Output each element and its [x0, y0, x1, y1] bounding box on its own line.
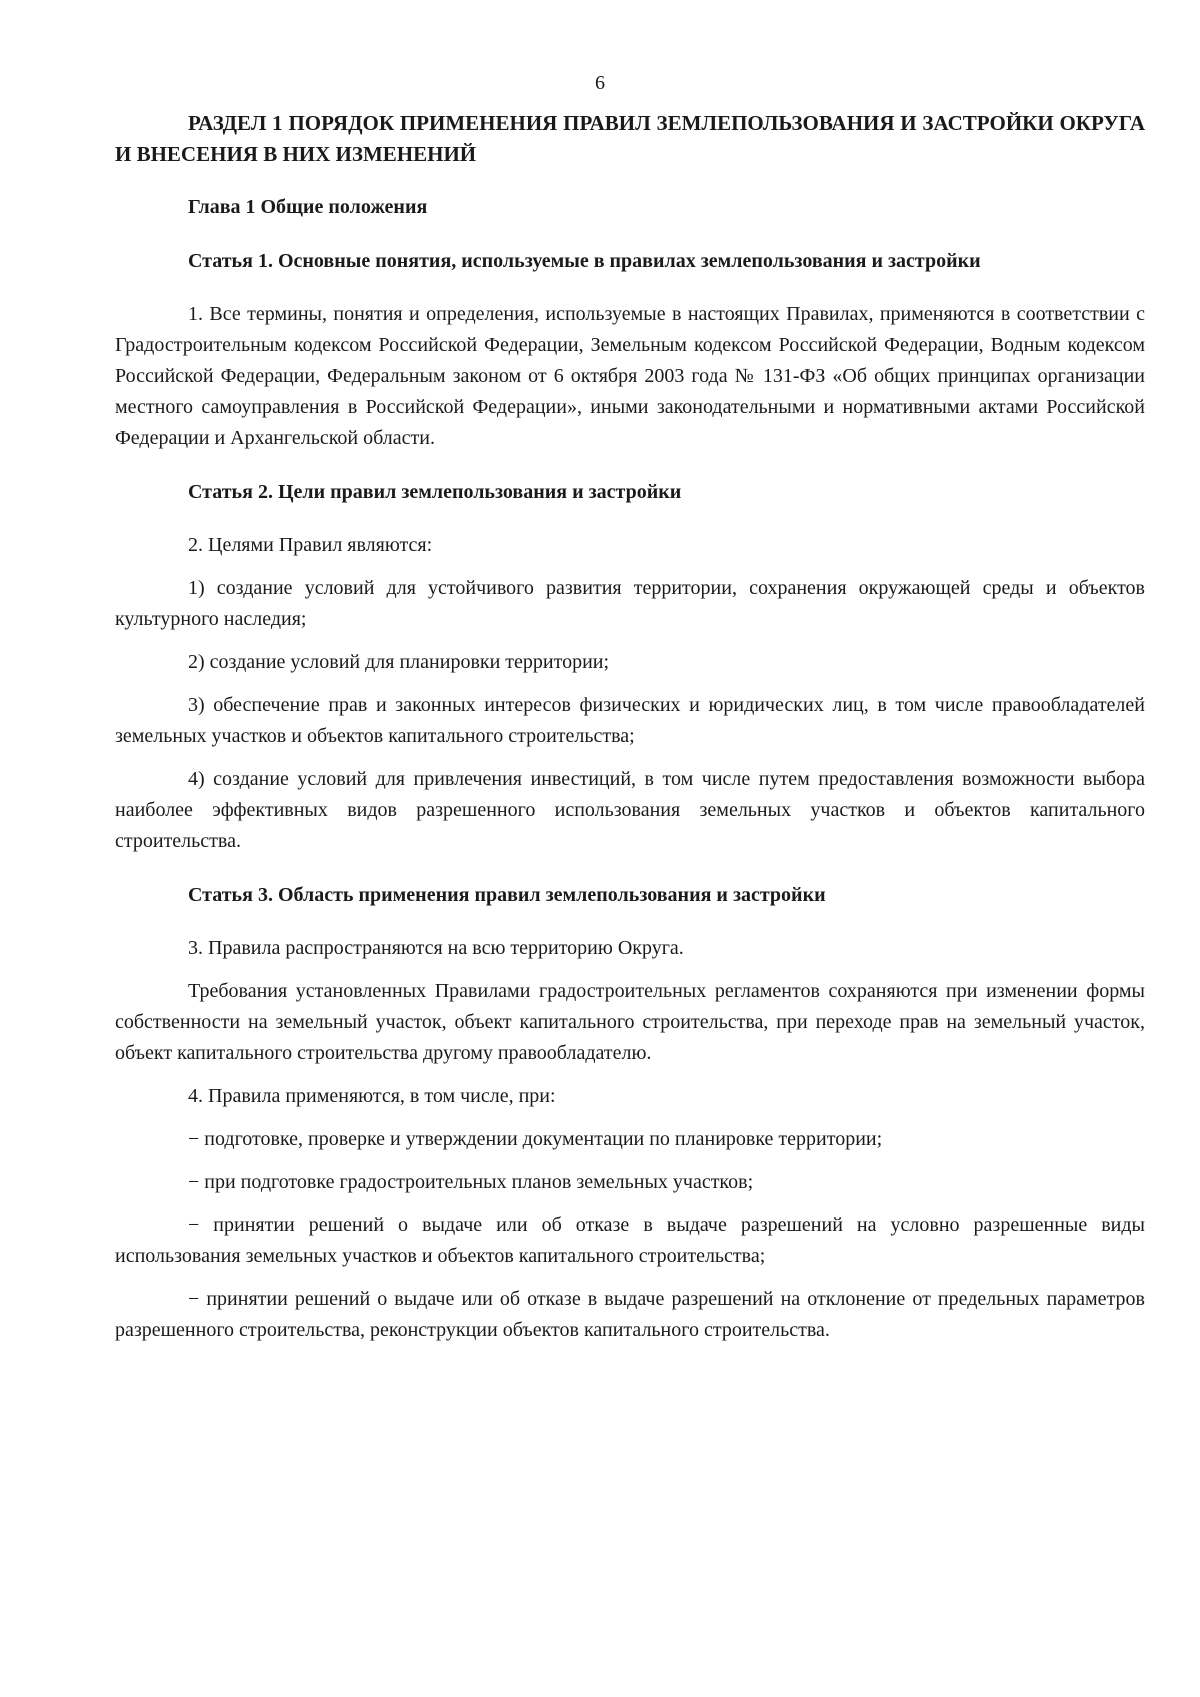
page-number: 6 — [595, 72, 605, 94]
article-3-paragraph: Требования установленных Правилами градостроительных регламентов сохраняются при изменении формы собственности на земельный участок, объект капитального строительства, при переходе прав на земельный участок, объект капитального строительства другому правообладателю. — [115, 980, 1145, 1064]
article-2-paragraph: 2. Целями Правил являются: — [188, 534, 433, 556]
article-2-paragraph: 2) создание условий для планировки территории; — [188, 651, 610, 673]
article-3-title: Статья 3. Область применения правил землепользования и застройки — [188, 884, 826, 906]
article-3-list-item: − принятии решений о выдаче или об отказе в выдаче разрешений на отклонение от предельных параметров разрешенного строительства, реконструкции объектов капитального строительства. — [115, 1288, 1145, 1341]
article-3-list-item: − принятии решений о выдаче или об отказе в выдаче разрешений на условно разрешенные виды использования земельных участков и объектов капитального строительства; — [115, 1214, 1145, 1267]
article-2-paragraph: 4) создание условий для привлечения инвестиций, в том числе путем предоставления возможности выбора наиболее эффективных видов разрешенного использования земельных участков и объектов капитального строительства. — [115, 768, 1145, 852]
article-1-title: Статья 1. Основные понятия, используемые в правилах землепользования и застройки — [188, 250, 981, 272]
document-body — [115, 108, 1145, 1358]
section-title: РАЗДЕЛ 1 ПОРЯДОК ПРИМЕНЕНИЯ ПРАВИЛ ЗЕМЛЕПОЛЬЗОВАНИЯ И ЗАСТРОЙКИ ОКРУГА И ВНЕСЕНИЯ В НИХ ИЗМЕНЕНИЙ — [115, 111, 1145, 166]
article-3-paragraph: 4. Правила применяются, в том числе, при: — [188, 1085, 556, 1107]
article-3-list-item: − при подготовке градостроительных планов земельных участков; — [188, 1171, 754, 1193]
chapter-title: Глава 1 Общие положения — [188, 196, 428, 218]
article-2-paragraph: 1) создание условий для устойчивого развития территории, сохранения окружающей среды и объектов культурного наследия; — [115, 577, 1145, 630]
article-2-paragraph: 3) обеспечение прав и законных интересов физических и юридических лиц, в том числе правообладателей земельных участков и объектов капитального строительства; — [115, 694, 1145, 747]
article-2-title: Статья 2. Цели правил землепользования и застройки — [188, 481, 682, 503]
article-3-list-item: − подготовке, проверке и утверждении документации по планировке территории; — [188, 1128, 883, 1150]
article-3-paragraph: 3. Правила распространяются на всю территорию Округа. — [188, 937, 684, 959]
article-1-paragraph: 1. Все термины, понятия и определения, используемые в настоящих Правилах, применяются в соответствии с Градостроительным кодексом Российской Федерации, Земельным кодексом Российской Федерации, Водным кодексом Российской Федерации, Федеральным законом от 6 октября 2003 года № 131-ФЗ «Об общих принципах организации местного самоуправления в Российской Федерации», иными законодательными и нормативными актами Российской Федерации и Архангельской области. — [115, 303, 1145, 449]
